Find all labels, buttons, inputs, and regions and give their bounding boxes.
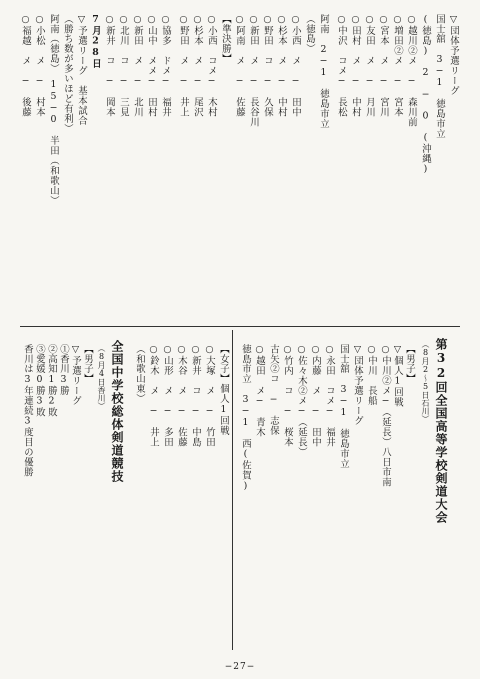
section-f-col-3: ○北川 コ − 三見 [118,14,129,118]
section-f-col-1: ○山中 メメ− 田村 [146,14,157,118]
section-f-col-10: ○福越 メ − 後藤 [20,14,31,118]
section-e-col-8: ○小西 コメ− 木村 [206,14,217,118]
section-a-col-8: 古矢②コ − 志保 [268,344,279,436]
section-a-col-7: ○竹内 コ − 桜本 [282,344,293,448]
section-f-col-6: ▽予選リーグ 基本試合 [76,14,87,126]
section-b-col-3: ○越川②メ − 森川前 [406,14,417,128]
section-a-col-9: ○越田 メ− 青木 [254,344,265,438]
vertical-divider-a [232,330,233,650]
section-d-col-2: ○新井 コ − 中島 [190,344,201,448]
section-d-col-6: （和歌山東） [134,344,145,404]
page-number: −27− [224,662,256,672]
section-a-col-6: ○佐々木②メ−（延長） [296,344,307,458]
section-d-col-1: ○大塚 メ − 竹田 [204,344,215,448]
section-b-col-0: ▽団体予選リーグ [448,14,459,96]
section-a-title: 第32回全国高等学校剣道大会 [434,338,448,524]
section-a-boys-label: 【男子】 [404,344,415,384]
section-a-col-1: ○中川 長船 [366,344,377,406]
section-f-col-9: ○小松 メ − 村本 [34,14,45,118]
section-d-col-5: ○鈴木 メ − 井上 [148,344,159,448]
section-b-col-6: ○友田 メ − 月川 [364,14,375,118]
section-c-col-2: ①香川3勝 [58,344,69,396]
section-b-col-7: ○田村 メ − 中村 [350,14,361,118]
section-f-col-5: 7月28日 [90,14,101,69]
section-b-col-4: ○増田②メ − 宮本 [392,14,403,118]
section-c-col-0: 【男子】 [82,344,93,384]
section-d-col-4: ○山形 メ − 多田 [162,344,173,448]
section-a-col-3: 国士舘 3−1 徳島市立 [338,344,349,469]
section-f-col-7: （勝ち数が多いほど有利） [62,14,73,134]
section-e-col-10: ○野田 メ − 井上 [178,14,189,118]
section-a-col-2: ▽団体予選リーグ [352,344,363,426]
section-e-col-4: ○野田 コ − 久保 [262,14,273,118]
section-c-col-5: 香川は3年連続3度目の優勝 [22,344,33,478]
section-c-date: （8月4日香川） [97,344,106,410]
section-e-col-6: ○阿南 メ − 佐藤 [234,14,245,118]
section-f-col-0: ○協多 ドメ− 福井 [160,14,171,118]
section-e-col-3: ○杉本 メ − 中村 [276,14,287,118]
section-e-col-1: （徳島） [304,14,315,54]
section-a-col-5: ○内藤 メ − 田中 [310,344,321,448]
section-a-col-0: ○中川②メ−（延長）八日市南 [380,344,391,488]
section-a-boys-sub: ▽個人1回戦 [392,344,403,408]
section-b-col-5: ○宮本 メ − 宮川 [378,14,389,118]
section-e-col-0: 阿南 2−1 徳島市立 [318,14,329,129]
section-c-col-1: ▽予選リーグ [70,344,81,406]
section-c-title: 全国中学校総体剣道競技 [110,340,124,483]
section-d-col-0: 【女子】個人1回戦 [218,344,229,436]
section-a-col-10: 徳島市立 3−1 西(佐賀) [240,344,251,492]
section-b-col-2: (徳島) 2 − 0 (沖縄) [420,14,431,176]
section-c-col-3: ②高知1勝2敗 [46,344,57,418]
section-a-col-4: ○永田 コメ− 福井 [324,344,335,448]
section-e-col-5: ○新田 メ − 長谷川 [248,14,259,128]
section-e-col-7: 【準決勝】 [220,14,231,64]
section-b-col-8: ○中沢 コメ− 長松 [336,14,347,118]
section-f-col-8: 阿南（徳島） 15−0 半田（和歌山） [48,14,59,206]
section-f-col-2: ○新田 メ − 北川 [132,14,143,118]
section-e-col-2: ○小西 メ − 田中 [290,14,301,118]
section-f-col-4: ○新井 コ − 岡本 [104,14,115,118]
section-a-date: （8月2〜5日石川） [421,340,430,423]
section-c-col-4: ③愛媛0勝3敗 [34,344,45,418]
section-e-col-9: ○杉本 メ − 尾沢 [192,14,203,118]
section-d-col-3: ○木谷 メ − 佐藤 [176,344,187,448]
section-b-col-1: 国士舘 3−1 徳島市立 [434,14,445,139]
top-divider [20,326,460,327]
